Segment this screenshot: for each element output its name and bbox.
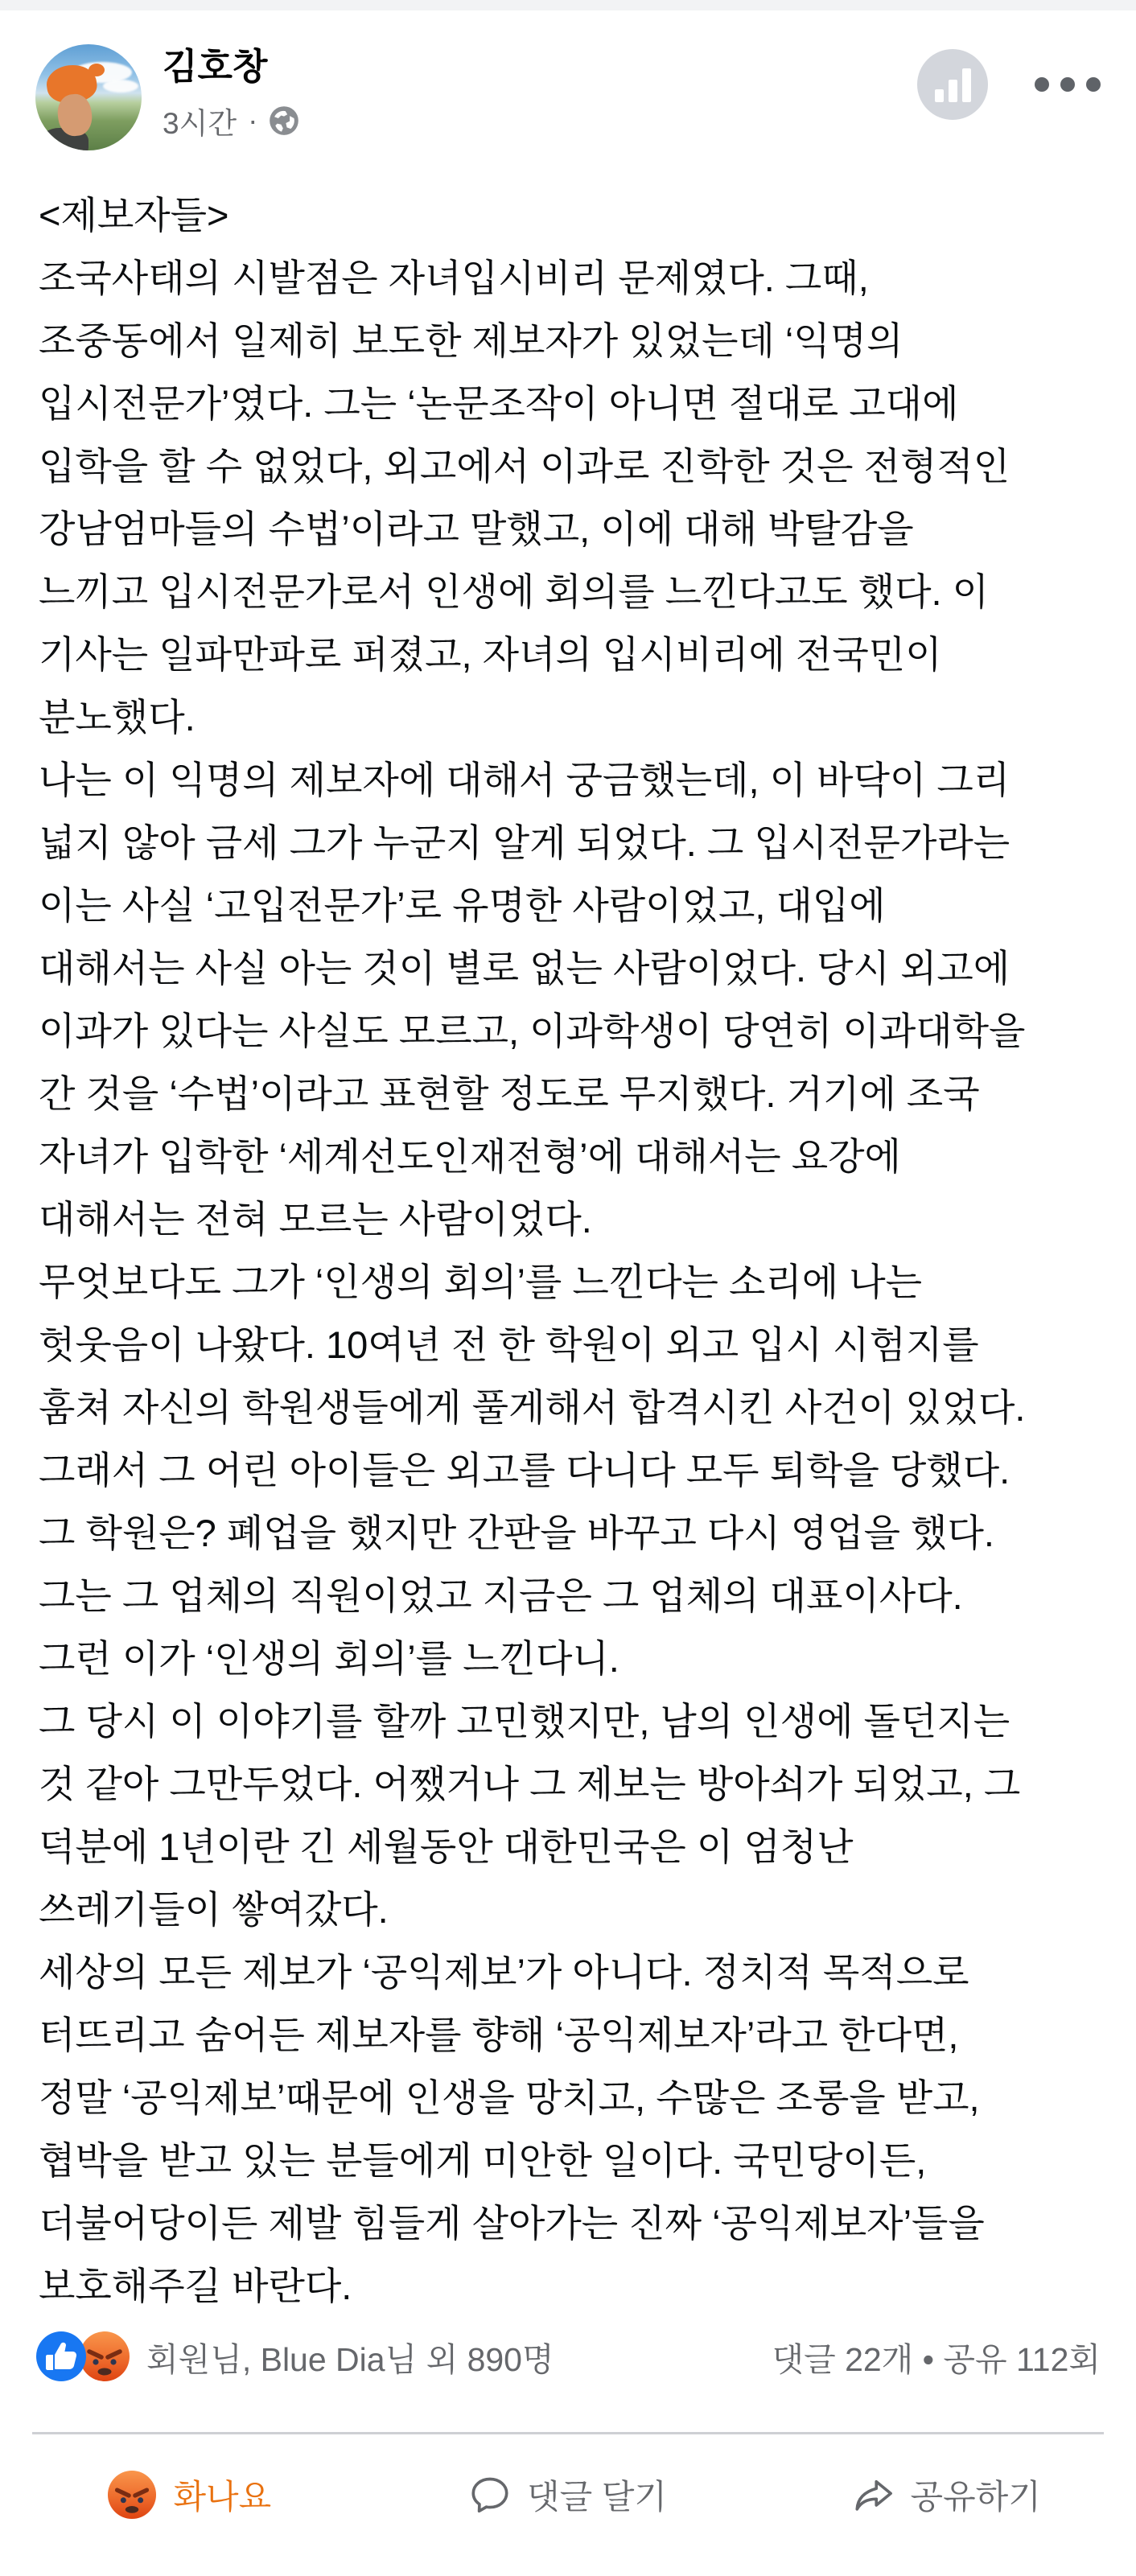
post-time: 3시간 (163, 106, 237, 140)
post-text-line: 강남엄마들의 수법’이라고 말했고, 이에 대해 박탈감을 (39, 508, 914, 550)
angry-button-label: 화나요 (173, 2478, 272, 2516)
avatar-art-cloud (103, 80, 138, 93)
top-strip (0, 0, 1136, 10)
post-body (0, 184, 1136, 2318)
post-text-line: 덕분에 1년이란 긴 세월동안 대한민국은 이 엄청난 (39, 1825, 854, 1868)
post-text-line: 입학을 할 수 없었다, 외고에서 이과로 진학한 것은 전형적인 (39, 445, 1010, 488)
post-text-line: 것 같아 그만두었다. 어쨌거나 그 제보는 방아쇠가 되었고, 그 (39, 1763, 1021, 1805)
post-meta (163, 99, 917, 142)
post-text-line: 대해서는 사실 아는 것이 별로 없는 사람이었다. 당시 외고에 (39, 947, 1010, 990)
action-bar (0, 2434, 1136, 2555)
post-text-line: 그 당시 이 이야기를 할까 고민했지만, 남의 인생에 돌던지는 (39, 1700, 1010, 1743)
post-text-line: 터뜨리고 숨어든 제보자를 향해 ‘공익제보자’라고 한다면, (39, 2014, 959, 2056)
reaction-icons[interactable] (35, 2331, 130, 2382)
comment-button[interactable] (379, 2470, 758, 2520)
engagement-summary-row (0, 2327, 1136, 2385)
author-name[interactable]: 김호창 (163, 46, 268, 87)
post-text-line: 그래서 그 어린 아이들은 외고를 다니다 모두 퇴학을 당했다. (39, 1449, 1010, 1492)
angry-face-icon (107, 2470, 157, 2520)
post-text-line: 기사는 일파만파로 퍼졌고, 자녀의 입시비리에 전국민이 (39, 633, 942, 676)
more-options-icon[interactable] (1035, 49, 1101, 120)
reaction-summary[interactable]: 회원님, Blue Dia님 외 890명 (146, 2340, 554, 2378)
share-button[interactable] (757, 2470, 1136, 2520)
post-text-line: 대해서는 전혀 모르는 사람이었다. (39, 1198, 592, 1241)
post-text-line: 그런 이가 ‘인생의 회의’를 느낀다니. (39, 1637, 619, 1680)
post-text-line: 훔쳐 자신의 학원생들에게 풀게해서 합격시킨 사건이 있었다. (39, 1386, 1026, 1429)
speech-bubble-icon (469, 2474, 511, 2516)
post-text-line: 쓰레기들이 쌓여갔다. (39, 1888, 389, 1931)
avatar[interactable] (35, 44, 142, 150)
thumbs-up-icon (35, 2331, 87, 2382)
post-text-line: 조국사태의 시발점은 자녀입시비리 문제였다. 그때, (39, 257, 869, 299)
post-text-line: 이과가 있다는 사실도 모르고, 이과학생이 당연히 이과대학을 (39, 1010, 1026, 1052)
post-text-line: 보호해주길 바란다. (39, 2265, 352, 2307)
header-icons (917, 49, 1101, 120)
post-header (0, 44, 1136, 150)
header-text (163, 44, 917, 142)
post-text-line: 입시전문가’였다. 그는 ‘논문조작이 아니면 절대로 고대에 (39, 382, 959, 425)
post-text-line: 넓지 않아 금세 그가 누군지 알게 되었다. 그 입시전문가라는 (39, 821, 1010, 864)
post-text-line: 그 학원은? 폐업을 했지만 간판을 바꾸고 다시 영업을 했다. (39, 1512, 994, 1554)
post-text-line: 헛웃음이 나왔다. 10여년 전 한 학원이 외고 입시 시험지를 (39, 1323, 979, 1366)
share-button-label: 공유하기 (910, 2478, 1041, 2516)
post-text-line: 세상의 모든 제보가 ‘공익제보’가 아니다. 정치적 목적으로 (39, 1951, 969, 1994)
post-text-line: 간 것을 ‘수법’이라고 표현할 정도로 무지했다. 거기에 조국 (39, 1072, 980, 1115)
post-text-line: <제보자들> (39, 194, 229, 237)
post-text-line: 협박을 받고 있는 분들에게 미안한 일이다. 국민당이든, (39, 2139, 927, 2182)
post-text-line: 이는 사실 ‘고입전문가’로 유명한 사람이었고, 대입에 (39, 884, 886, 927)
share-arrow-icon (853, 2474, 895, 2516)
post-text-line: 그는 그 업체의 직원이었고 지금은 그 업체의 대표이사다. (39, 1574, 963, 1617)
post-text-line: 나는 이 익명의 제보자에 대해서 궁금했는데, 이 바닥이 그리 (39, 759, 1010, 801)
post-text-line: 분노했다. (39, 696, 196, 739)
post-text-line: 무엇보다도 그가 ‘인생의 회의’를 느낀다는 소리에 나는 (39, 1261, 923, 1303)
post-text-line: 조중동에서 일제히 보도한 제보자가 있었는데 ‘익명의 (39, 319, 903, 362)
post-text-line: 더불어당이든 제발 힘들게 살아가는 진짜 ‘공익제보자’들을 (39, 2202, 985, 2245)
globe-icon (269, 105, 299, 136)
angry-reaction-button[interactable] (0, 2469, 379, 2520)
insights-icon[interactable] (917, 49, 988, 120)
comment-share-summary[interactable]: 댓글 22개 • 공유 112회 (772, 2340, 1101, 2378)
meta-separator: · (248, 103, 258, 137)
post-text-line: 자녀가 입학한 ‘세계선도인재전형’에 대해서는 요강에 (39, 1135, 901, 1178)
post-text-line: 정말 ‘공익제보’때문에 인생을 망치고, 수많은 조롱을 받고, (39, 2076, 980, 2119)
comment-button-label: 댓글 달기 (527, 2478, 667, 2516)
post-text-line: 느끼고 입시전문가로서 인생에 회의를 느낀다고도 했다. 이 (39, 570, 990, 613)
